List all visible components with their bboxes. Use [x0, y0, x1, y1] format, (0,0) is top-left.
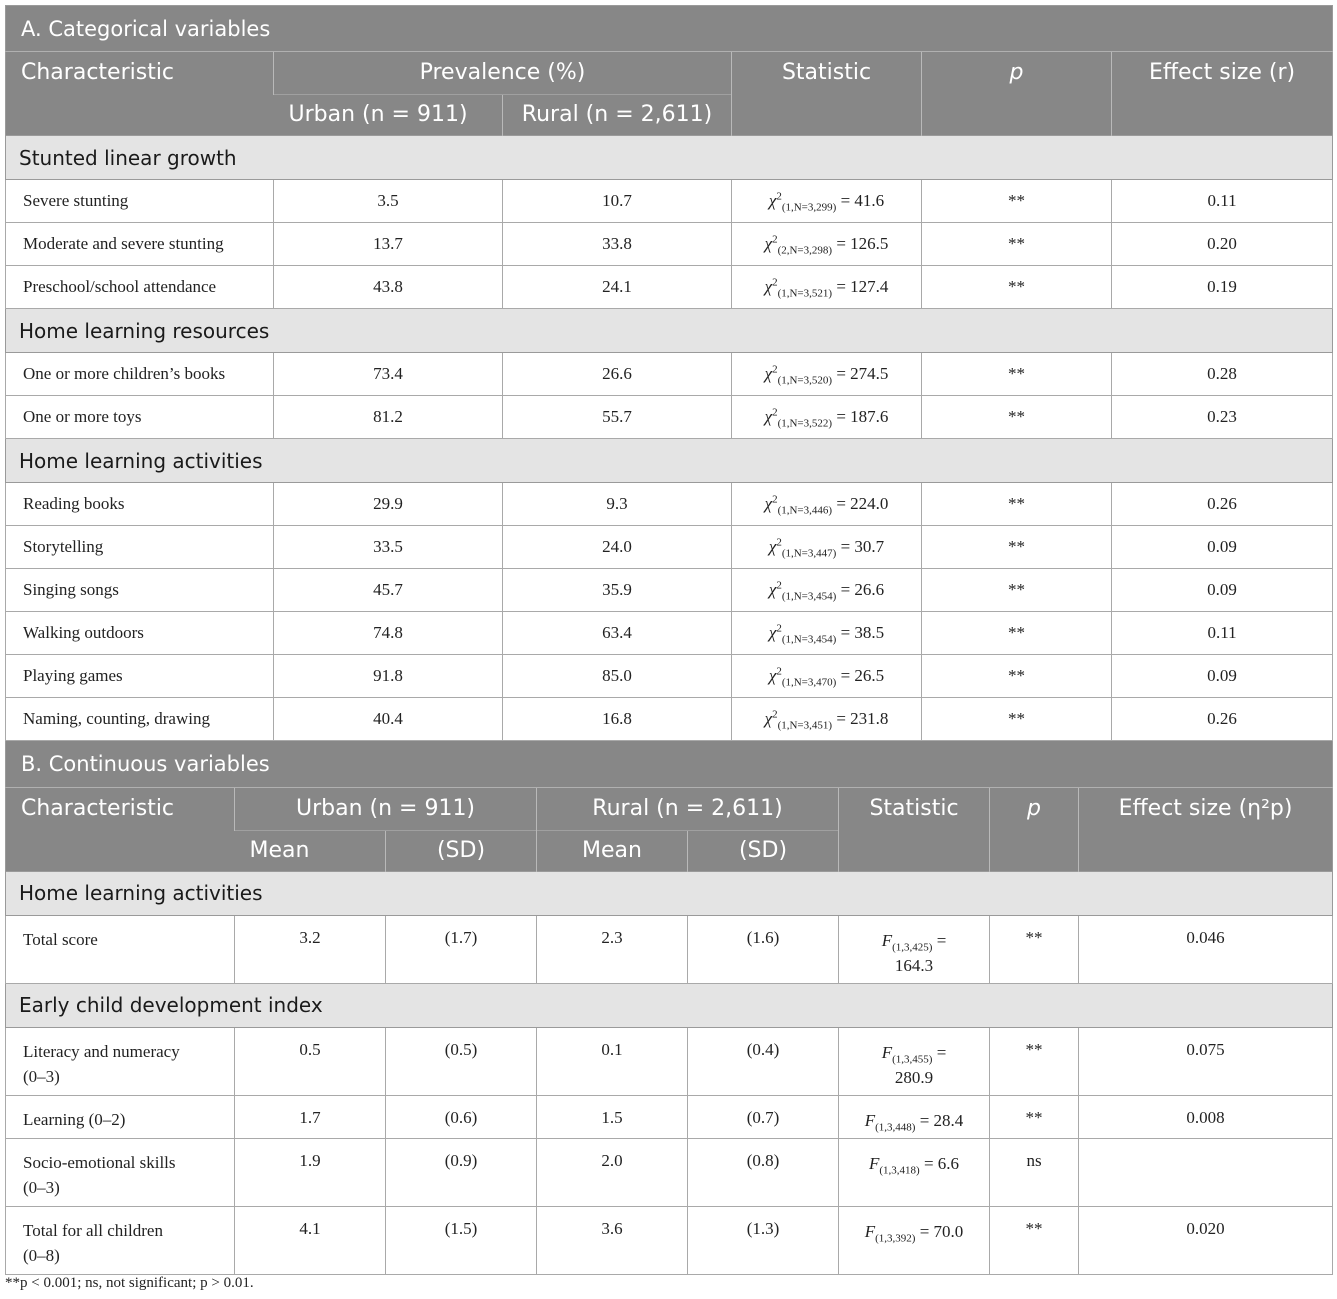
- f-symbol: F: [881, 1042, 893, 1062]
- df-subscript: (1,N=3,299): [781, 201, 837, 214]
- effect-size: 0.23: [1112, 396, 1333, 439]
- group-header: Home learning activities: [6, 439, 1333, 483]
- statistic-cell: [839, 915, 990, 983]
- header-rural-b: Rural (n = 2,611): [537, 787, 839, 830]
- stat-value: = 26.6: [840, 580, 885, 599]
- effect-size: 0.11: [1112, 612, 1333, 655]
- urban-value: 13.7: [274, 223, 503, 266]
- row-label-line1: Total score: [23, 929, 98, 949]
- chi-symbol: χ: [768, 623, 777, 642]
- table-row: [6, 223, 1333, 266]
- rural-value: 10.7: [503, 180, 732, 223]
- f-symbol: F: [864, 1221, 876, 1241]
- rural-mean: 0.1: [537, 1027, 688, 1095]
- statistic-cell: [732, 526, 922, 569]
- rural-sd: (0.8): [688, 1138, 839, 1206]
- row-label: Walking outdoors: [6, 612, 274, 655]
- effect-size: 0.046: [1079, 915, 1333, 983]
- row-label: Moderate and severe stunting: [6, 223, 274, 266]
- stat-value: = 26.5: [840, 666, 885, 685]
- chi-symbol: χ: [764, 407, 773, 426]
- effect-size: 0.26: [1112, 483, 1333, 526]
- statistic-cell: [732, 612, 922, 655]
- urban-mean: 0.5: [235, 1027, 386, 1095]
- urban-sd: (0.9): [386, 1138, 537, 1206]
- statistic-cell: [839, 1206, 990, 1274]
- df-subscript: (1,N=3,454): [781, 590, 837, 603]
- chi-symbol: χ: [768, 580, 777, 599]
- header-statistic: Statistic: [732, 52, 922, 136]
- stat-value: = 30.7: [840, 537, 885, 556]
- row-label-line2: (0–8): [23, 1245, 60, 1265]
- header-effect-size-b: Effect size (η²p): [1079, 787, 1333, 871]
- statistic-cell: [839, 1138, 990, 1206]
- row-label: One or more children’s books: [6, 353, 274, 396]
- superscript: 2: [772, 276, 778, 289]
- urban-value: 73.4: [274, 353, 503, 396]
- section-a-title: A. Categorical variables: [6, 6, 1333, 52]
- superscript: 2: [772, 493, 778, 506]
- row-label-line1: Total for all children: [23, 1220, 163, 1240]
- p-value: **: [990, 1095, 1079, 1138]
- rural-value: 26.6: [503, 353, 732, 396]
- table-row: [6, 1138, 1333, 1206]
- p-value: **: [922, 698, 1112, 741]
- urban-sd: (1.7): [386, 915, 537, 983]
- urban-value: 74.8: [274, 612, 503, 655]
- effect-size: 0.008: [1079, 1095, 1333, 1138]
- header-statistic-b: Statistic: [839, 787, 990, 871]
- row-label: One or more toys: [6, 396, 274, 439]
- urban-value: 45.7: [274, 569, 503, 612]
- df-subscript: (2,N=3,298): [777, 244, 833, 257]
- p-value: **: [990, 915, 1079, 983]
- row-label: [6, 1095, 235, 1138]
- rural-sd: (0.4): [688, 1027, 839, 1095]
- stat-value: = 274.5: [836, 364, 889, 383]
- rural-value: 9.3: [503, 483, 732, 526]
- superscript: 2: [776, 579, 782, 592]
- stat-value: =: [936, 930, 947, 950]
- stat-value: = 6.6: [923, 1153, 960, 1173]
- p-value: **: [922, 180, 1112, 223]
- table-row: [6, 353, 1333, 396]
- stat-value: = 38.5: [840, 623, 885, 642]
- stat-value: = 187.6: [836, 407, 889, 426]
- effect-size: 0.075: [1079, 1027, 1333, 1095]
- header-urban-sd: (SD): [386, 830, 537, 871]
- df-subscript: (1,3,455): [892, 1052, 933, 1065]
- p-value: **: [922, 483, 1112, 526]
- statistic-cell: [839, 1095, 990, 1138]
- table-row: [6, 1206, 1333, 1274]
- df-subscript: (1,3,418): [879, 1163, 920, 1176]
- group-header: Stunted linear growth: [6, 136, 1333, 180]
- row-label: Singing songs: [6, 569, 274, 612]
- rural-mean: 3.6: [537, 1206, 688, 1274]
- statistic-cell: [839, 1027, 990, 1095]
- rural-sd: (1.6): [688, 915, 839, 983]
- rural-value: 35.9: [503, 569, 732, 612]
- urban-value: 40.4: [274, 698, 503, 741]
- rural-value: 33.8: [503, 223, 732, 266]
- statistic-cell: [732, 223, 922, 266]
- row-label: Reading books: [6, 483, 274, 526]
- df-subscript: (1,N=3,470): [781, 676, 837, 689]
- table-row: [6, 655, 1333, 698]
- df-subscript: (1,N=3,446): [777, 504, 833, 517]
- statistic-cell: [732, 569, 922, 612]
- row-label-line1: Socio-emotional skills: [23, 1152, 176, 1172]
- row-label: Preschool/school attendance: [6, 266, 274, 309]
- row-label: Severe stunting: [6, 180, 274, 223]
- header-urban-mean: Mean: [235, 830, 386, 871]
- header-urban: Urban (n = 911): [274, 95, 503, 136]
- df-subscript: (1,N=3,451): [777, 719, 833, 732]
- header-prevalence: Prevalence (%): [274, 52, 732, 95]
- rural-mean: 2.3: [537, 915, 688, 983]
- df-subscript: (1,3,392): [875, 1231, 916, 1244]
- chi-symbol: χ: [764, 494, 773, 513]
- header-p: p: [922, 52, 1112, 136]
- superscript: 2: [772, 406, 778, 419]
- chi-symbol: χ: [768, 191, 777, 210]
- superscript: 2: [772, 363, 778, 376]
- group-header: Home learning activities: [6, 871, 1333, 915]
- stat-value-line2: 280.9: [894, 1067, 934, 1087]
- section-b-title: B. Continuous variables: [6, 741, 1333, 787]
- rural-sd: (0.7): [688, 1095, 839, 1138]
- df-subscript: (1,N=3,520): [777, 374, 833, 387]
- effect-size: 0.11: [1112, 180, 1333, 223]
- effect-size: 0.020: [1079, 1206, 1333, 1274]
- stat-value: =: [936, 1042, 947, 1062]
- header-urban-b: Urban (n = 911): [235, 787, 537, 830]
- stat-value-line2: 164.3: [894, 955, 934, 975]
- rural-mean: 1.5: [537, 1095, 688, 1138]
- effect-size: 0.20: [1112, 223, 1333, 266]
- urban-mean: 3.2: [235, 915, 386, 983]
- urban-value: 33.5: [274, 526, 503, 569]
- urban-value: 81.2: [274, 396, 503, 439]
- row-label: Playing games: [6, 655, 274, 698]
- row-label-line2: (0–3): [23, 1177, 60, 1197]
- urban-mean: 4.1: [235, 1206, 386, 1274]
- table-row: [6, 483, 1333, 526]
- row-label: Storytelling: [6, 526, 274, 569]
- effect-size: 0.19: [1112, 266, 1333, 309]
- table-row: [6, 266, 1333, 309]
- rural-value: 24.0: [503, 526, 732, 569]
- row-label: [6, 1138, 235, 1206]
- rural-mean: 2.0: [537, 1138, 688, 1206]
- df-subscript: (1,N=3,521): [777, 287, 833, 300]
- row-label: Naming, counting, drawing: [6, 698, 274, 741]
- p-value: ns: [990, 1138, 1079, 1206]
- urban-sd: (0.6): [386, 1095, 537, 1138]
- table-row: [6, 915, 1333, 983]
- f-symbol: F: [881, 930, 893, 950]
- superscript: 2: [776, 622, 782, 635]
- p-value: **: [990, 1206, 1079, 1274]
- f-symbol: F: [864, 1110, 876, 1130]
- p-value: **: [922, 353, 1112, 396]
- statistic-cell: [732, 655, 922, 698]
- effect-size: 0.09: [1112, 526, 1333, 569]
- chi-symbol: χ: [768, 666, 777, 685]
- table-row: [6, 180, 1333, 223]
- statistic-cell: [732, 698, 922, 741]
- table-row: [6, 526, 1333, 569]
- effect-size: 0.26: [1112, 698, 1333, 741]
- statistic-cell: [732, 266, 922, 309]
- row-label: [6, 1206, 235, 1274]
- p-value: **: [922, 612, 1112, 655]
- df-subscript: (1,3,448): [875, 1120, 916, 1133]
- row-label: [6, 915, 235, 983]
- row-label: [6, 1027, 235, 1095]
- chi-symbol: χ: [764, 364, 773, 383]
- statistic-cell: [732, 180, 922, 223]
- rural-value: 24.1: [503, 266, 732, 309]
- stat-value: = 70.0: [919, 1221, 964, 1241]
- header-rural-sd: (SD): [688, 830, 839, 871]
- p-value: **: [922, 569, 1112, 612]
- rural-value: 63.4: [503, 612, 732, 655]
- footnote: **p < 0.001; ns, not significant; p > 0.01.: [5, 1275, 254, 1291]
- table-row: [6, 612, 1333, 655]
- urban-value: 3.5: [274, 180, 503, 223]
- effect-size: 0.28: [1112, 353, 1333, 396]
- table-row: [6, 698, 1333, 741]
- superscript: 2: [776, 536, 782, 549]
- rural-value: 85.0: [503, 655, 732, 698]
- results-table: [5, 5, 1332, 1275]
- p-value: **: [990, 1027, 1079, 1095]
- header-rural: Rural (n = 2,611): [503, 95, 732, 136]
- p-value: **: [922, 396, 1112, 439]
- p-value: **: [922, 223, 1112, 266]
- effect-size: 0.09: [1112, 569, 1333, 612]
- df-subscript: (1,3,425): [892, 940, 933, 953]
- effect-size: 0.09: [1112, 655, 1333, 698]
- df-subscript: (1,N=3,454): [781, 633, 837, 646]
- group-header: Home learning resources: [6, 309, 1333, 353]
- chi-symbol: χ: [764, 277, 773, 296]
- statistic-cell: [732, 396, 922, 439]
- df-subscript: (1,N=3,447): [781, 547, 837, 560]
- rural-value: 16.8: [503, 698, 732, 741]
- group-header: Early child development index: [6, 983, 1333, 1027]
- continuous-table: [5, 741, 1333, 1275]
- row-label-line2: (0–3): [23, 1066, 60, 1086]
- table-row: [6, 569, 1333, 612]
- table-row: [6, 1095, 1333, 1138]
- chi-symbol: χ: [764, 234, 773, 253]
- categorical-table: [5, 5, 1333, 741]
- urban-mean: 1.9: [235, 1138, 386, 1206]
- urban-sd: (0.5): [386, 1027, 537, 1095]
- superscript: 2: [772, 233, 778, 246]
- stat-value: = 127.4: [836, 277, 889, 296]
- stat-value: = 126.5: [836, 234, 889, 253]
- table-row: [6, 1027, 1333, 1095]
- statistic-cell: [732, 353, 922, 396]
- superscript: 2: [772, 708, 778, 721]
- header-effect-size: Effect size (r): [1112, 52, 1333, 136]
- urban-value: 43.8: [274, 266, 503, 309]
- f-symbol: F: [868, 1153, 880, 1173]
- table-row: [6, 396, 1333, 439]
- rural-value: 55.7: [503, 396, 732, 439]
- header-rural-mean: Mean: [537, 830, 688, 871]
- p-value: **: [922, 266, 1112, 309]
- superscript: 2: [776, 190, 782, 203]
- header-characteristic: Characteristic: [6, 52, 274, 136]
- stat-value: = 231.8: [836, 709, 889, 728]
- rural-sd: (1.3): [688, 1206, 839, 1274]
- urban-value: 29.9: [274, 483, 503, 526]
- chi-symbol: χ: [764, 709, 773, 728]
- row-label-line1: Learning (0–2): [23, 1109, 126, 1129]
- header-p-b: p: [990, 787, 1079, 871]
- p-value: **: [922, 655, 1112, 698]
- row-label-line1: Literacy and numeracy: [23, 1041, 180, 1061]
- effect-size: [1079, 1138, 1333, 1206]
- statistic-cell: [732, 483, 922, 526]
- urban-sd: (1.5): [386, 1206, 537, 1274]
- df-subscript: (1,N=3,522): [777, 417, 833, 430]
- stat-value: = 41.6: [840, 191, 885, 210]
- urban-mean: 1.7: [235, 1095, 386, 1138]
- superscript: 2: [776, 665, 782, 678]
- chi-symbol: χ: [768, 537, 777, 556]
- p-value: **: [922, 526, 1112, 569]
- urban-value: 91.8: [274, 655, 503, 698]
- stat-value: = 28.4: [919, 1110, 964, 1130]
- stat-value: = 224.0: [836, 494, 889, 513]
- header-characteristic-b: Characteristic: [6, 787, 235, 871]
